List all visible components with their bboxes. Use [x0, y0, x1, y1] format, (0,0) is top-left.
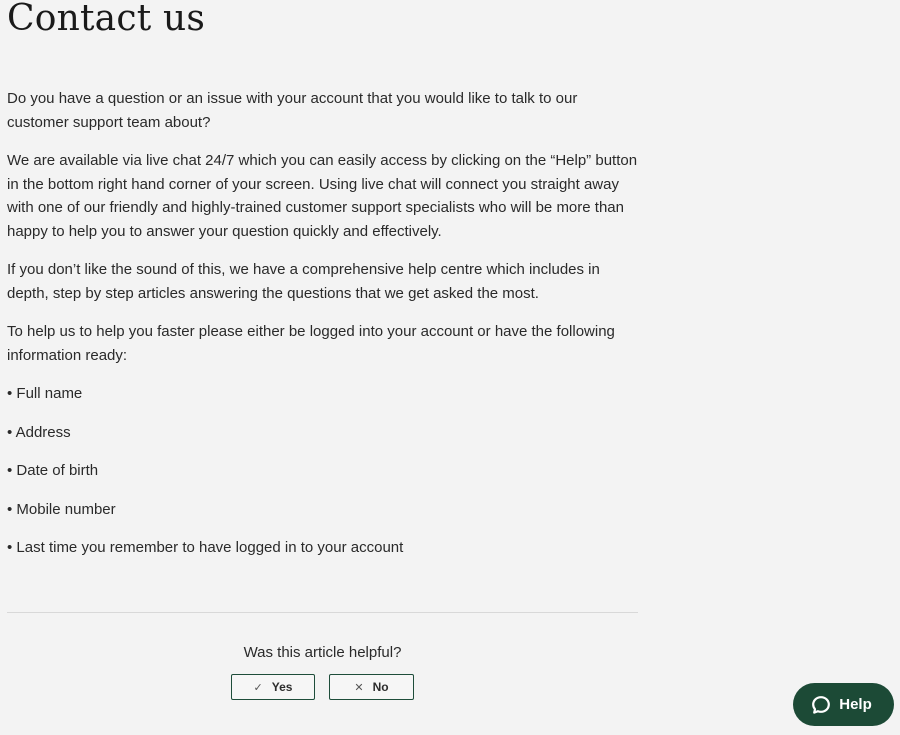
list-item: • Last time you remember to have logged in to your account	[7, 539, 404, 556]
list-item: • Address	[7, 423, 71, 441]
feedback-question: Was this article helpful?	[243, 644, 402, 661]
article-feedback	[7, 643, 638, 694]
article-paragraph: To help us to help you faster please either be logged into your account or have the following information ready:	[7, 323, 615, 364]
feedback-buttons	[231, 674, 431, 702]
list-item: • Mobile number	[7, 500, 116, 518]
help-chat-label: Help	[839, 696, 872, 713]
article-body	[7, 87, 639, 560]
divider	[7, 612, 638, 613]
close-icon: ✕	[354, 681, 364, 694]
list-item: • Full name	[7, 385, 83, 402]
no-button[interactable]	[329, 674, 414, 700]
yes-button[interactable]	[231, 674, 315, 700]
article	[7, 0, 639, 575]
yes-button-label: Yes	[271, 680, 293, 694]
check-icon: ✓	[253, 681, 263, 694]
article-paragraph: If you don’t like the sound of this, we have a comprehensive help centre which includes in depth, step by step articles answering the questions that we get asked the most.	[7, 261, 600, 302]
article-paragraph: Do you have a question or an issue with your account that you would like to talk to our customer support team about?	[7, 90, 578, 131]
chat-bubble-icon	[811, 695, 831, 715]
page-title: Contact us	[7, 0, 206, 39]
no-button-label: No	[372, 680, 389, 694]
article-paragraph: We are available via live chat 24/7 which you can easily access by clicking on the “Help” button in the bottom right hand corner of your screen. Using live chat will connect you straight away with one of our friendly and highly-trained customer support specialists who will be more than happy to help you to answer your question quickly and effectively.	[7, 152, 638, 240]
help-chat-button[interactable]	[793, 683, 894, 726]
list-item: • Date of birth	[7, 462, 99, 479]
